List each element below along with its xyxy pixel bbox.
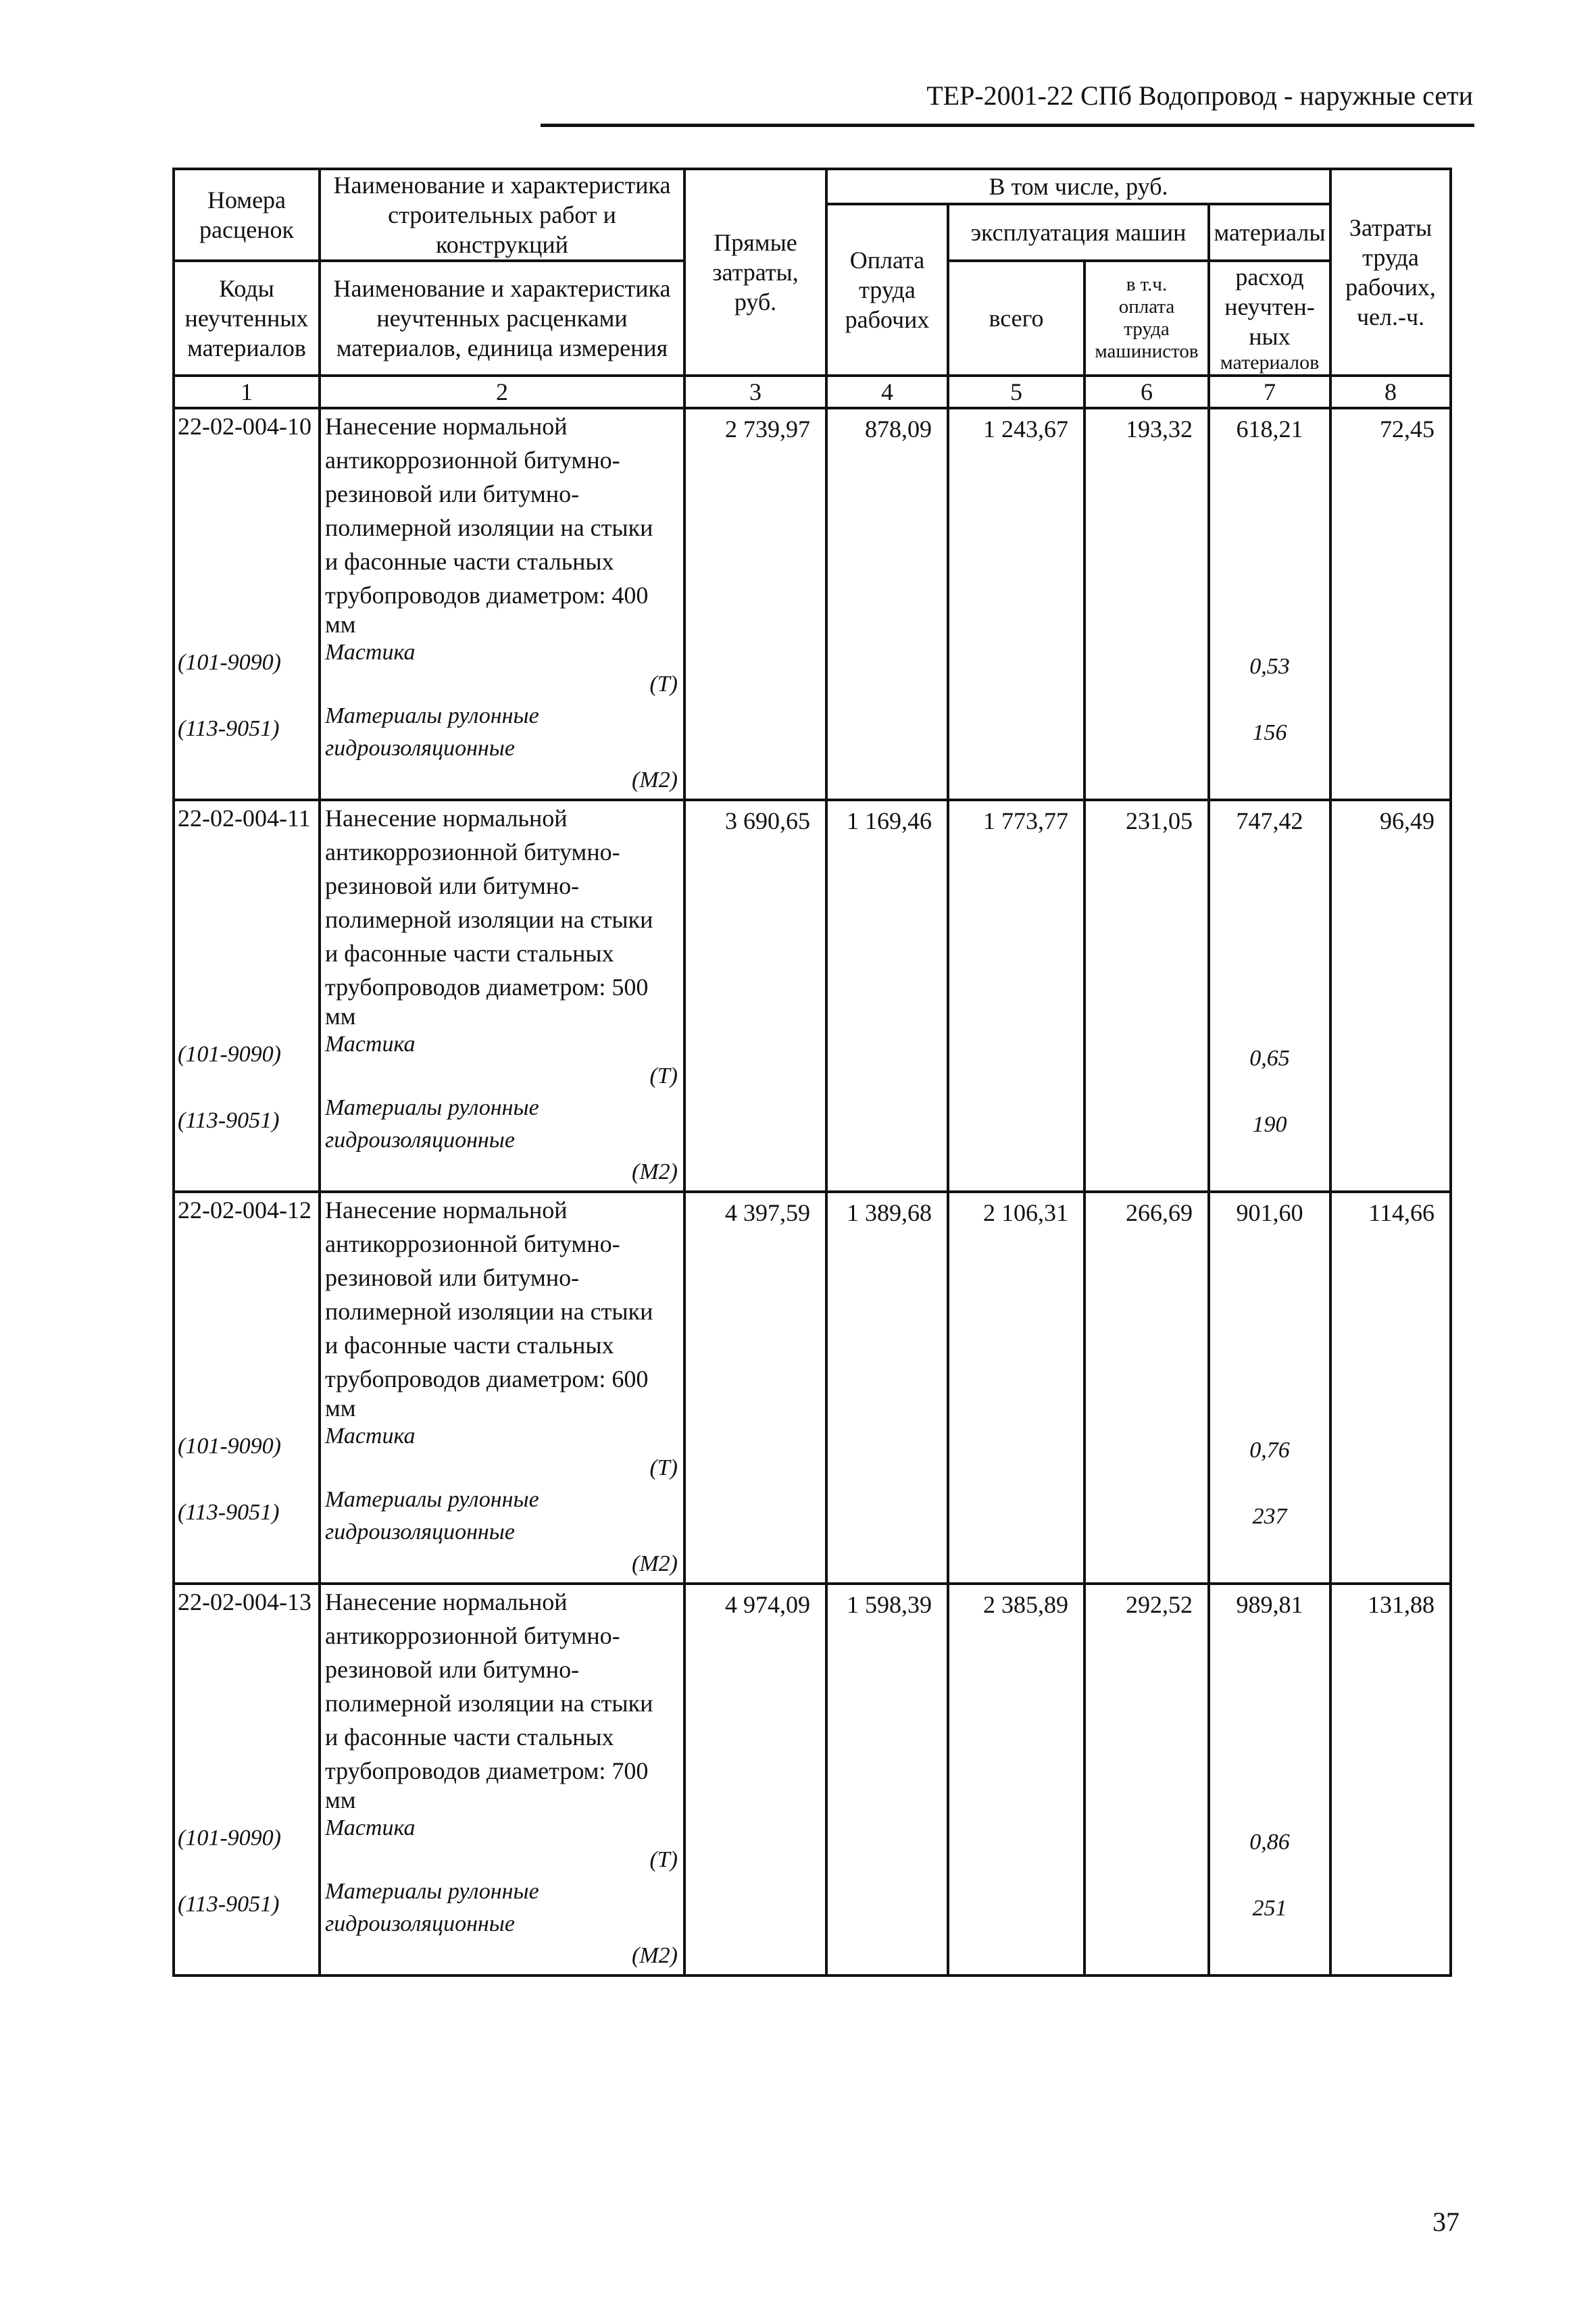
- col-header-labor-hours: Затраты труда рабочих, чел.-ч.: [1330, 169, 1451, 376]
- work-description-cell: [320, 800, 684, 1192]
- material-unit: (Т): [649, 1847, 678, 1872]
- work-description-line: Нанесение нормальной: [325, 1588, 568, 1615]
- labor-hours: 96,49: [1330, 800, 1451, 1192]
- work-description-line: полимерной изоляции на стыки: [325, 514, 653, 541]
- work-description-line: трубопроводов диаметром: 400: [325, 582, 649, 609]
- machine-total: 2 106,31: [948, 1192, 1084, 1584]
- material-code: (101-9090): [178, 1042, 281, 1067]
- rate-code-cell: [174, 1192, 320, 1584]
- table-header: [172, 168, 1452, 409]
- material-name: Материалы рулонные: [325, 703, 539, 728]
- work-description-line: трубопроводов диаметром: 600: [325, 1365, 649, 1392]
- rate-code: 22-02-004-10: [178, 413, 311, 440]
- material-name: Материалы рулонные: [325, 1095, 539, 1120]
- col-header-machine-operation: эксплуатация машин: [948, 204, 1209, 261]
- work-description-line: антикоррозионной битумно-: [325, 447, 620, 474]
- direct-costs: 2 739,97: [684, 408, 826, 800]
- materials-cell: [1209, 800, 1330, 1192]
- col-number: 8: [1330, 376, 1451, 408]
- machinist-pay: 266,69: [1084, 1192, 1209, 1584]
- worker-pay: 1 598,39: [826, 1584, 948, 1976]
- table-row: [174, 800, 1451, 1192]
- col-number: 2: [320, 376, 684, 408]
- material-unit: (М2): [632, 1943, 678, 1968]
- col-number: 7: [1209, 376, 1330, 408]
- labor-hours: 131,88: [1330, 1584, 1451, 1976]
- rates-table: [172, 407, 1452, 1977]
- work-description-cell: [320, 1584, 684, 1976]
- col-header-including: В том числе, руб.: [826, 169, 1330, 204]
- col-header-machinist-pay: в т.ч. оплата труда машинистов: [1084, 261, 1209, 376]
- material-code: (113-9051): [178, 716, 280, 741]
- material-name: гидроизоляционные: [325, 1128, 515, 1153]
- material-name: Мастика: [325, 640, 416, 665]
- materials-cell: [1209, 1584, 1330, 1976]
- materials-cost: 747,42: [1236, 807, 1303, 834]
- col-number: 4: [826, 376, 948, 408]
- rate-code-cell: [174, 1584, 320, 1976]
- work-description-line: и фасонные части стальных: [325, 940, 614, 967]
- work-description-line: резиновой или битумно-: [325, 1656, 580, 1683]
- work-description-line: мм: [325, 611, 356, 638]
- header-rule: [541, 124, 1474, 127]
- material-name: гидроизоляционные: [325, 736, 515, 761]
- material-code: (113-9051): [178, 1500, 280, 1525]
- table-row: [174, 1192, 1451, 1584]
- work-description-line: полимерной изоляции на стыки: [325, 1298, 653, 1325]
- materials-cost: 901,60: [1236, 1199, 1303, 1226]
- worker-pay: 878,09: [826, 408, 948, 800]
- direct-costs: 3 690,65: [684, 800, 826, 1192]
- work-description-cell: [320, 1192, 684, 1584]
- material-name: гидроизоляционные: [325, 1911, 515, 1936]
- labor-hours: 114,66: [1330, 1192, 1451, 1584]
- material-code: (113-9051): [178, 1892, 280, 1917]
- col-number: 6: [1084, 376, 1209, 408]
- work-description-line: и фасонные части стальных: [325, 1724, 614, 1751]
- col-number: 3: [684, 376, 826, 408]
- materials-cost: 618,21: [1236, 416, 1303, 443]
- work-description-line: мм: [325, 1394, 356, 1422]
- direct-costs: 4 974,09: [684, 1584, 826, 1976]
- direct-costs: 4 397,59: [684, 1192, 826, 1584]
- work-description-line: резиновой или битумно-: [325, 480, 580, 507]
- material-consumption: 0,86: [1249, 1830, 1290, 1855]
- material-name: Мастика: [325, 1424, 416, 1449]
- col-number: 1: [174, 376, 320, 408]
- work-description-line: Нанесение нормальной: [325, 413, 568, 440]
- labor-hours: 72,45: [1330, 408, 1451, 800]
- work-description-line: Нанесение нормальной: [325, 1197, 568, 1224]
- work-description-line: Нанесение нормальной: [325, 805, 568, 832]
- work-description-cell: [320, 408, 684, 800]
- work-description-line: антикоррозионной битумно-: [325, 838, 620, 865]
- material-name: Материалы рулонные: [325, 1487, 539, 1512]
- material-consumption: 0,53: [1249, 654, 1290, 679]
- col-header-rate-numbers: Номера расценок: [174, 169, 320, 261]
- material-consumption: 190: [1252, 1112, 1287, 1137]
- work-description-line: резиновой или битумно-: [325, 872, 580, 899]
- material-consumption: 251: [1252, 1896, 1287, 1921]
- col-number: 5: [948, 376, 1084, 408]
- rate-code: 22-02-004-11: [178, 805, 311, 832]
- work-description-line: полимерной изоляции на стыки: [325, 1690, 653, 1717]
- machine-total: 1 243,67: [948, 408, 1084, 800]
- material-unit: (Т): [649, 1455, 678, 1480]
- table-row: [174, 408, 1451, 800]
- material-unit: (М2): [632, 1159, 678, 1184]
- work-description-line: и фасонные части стальных: [325, 1332, 614, 1359]
- materials-cost: 989,81: [1236, 1591, 1303, 1618]
- table-row: [174, 1584, 1451, 1976]
- materials-cell: [1209, 408, 1330, 800]
- col-header-work-name: Наименование и характеристика строительных работ и конструкций: [320, 169, 684, 261]
- material-unit: (Т): [649, 1063, 678, 1088]
- work-description-line: резиновой или битумно-: [325, 1264, 580, 1291]
- material-consumption: 0,65: [1249, 1046, 1290, 1071]
- material-code: (113-9051): [178, 1108, 280, 1133]
- material-consumption: 156: [1252, 720, 1287, 745]
- material-unit: (Т): [649, 672, 678, 697]
- worker-pay: 1 389,68: [826, 1192, 948, 1584]
- material-code: (101-9090): [178, 1434, 281, 1459]
- rate-code-cell: [174, 408, 320, 800]
- work-description-line: трубопроводов диаметром: 700: [325, 1757, 649, 1784]
- col-header-material-codes: Коды неучтенных материалов: [174, 261, 320, 376]
- page-number: 37: [1432, 2207, 1460, 2237]
- work-description-line: полимерной изоляции на стыки: [325, 906, 653, 933]
- materials-cell: [1209, 1192, 1330, 1584]
- material-name: Мастика: [325, 1032, 416, 1057]
- col-header-materials: материалы: [1209, 204, 1330, 261]
- material-consumption: 237: [1252, 1504, 1287, 1529]
- machinist-pay: 231,05: [1084, 800, 1209, 1192]
- running-header: ТЕР-2001-22 СПб Водопровод - наружные сети: [926, 80, 1473, 111]
- material-unit: (М2): [632, 768, 678, 793]
- col-header-machine-total: всего: [948, 261, 1084, 376]
- material-name: Материалы рулонные: [325, 1879, 539, 1904]
- work-description-line: антикоррозионной битумно-: [325, 1230, 620, 1257]
- material-name: Мастика: [325, 1815, 416, 1840]
- machine-total: 1 773,77: [948, 800, 1084, 1192]
- work-description-line: антикоррозионной битумно-: [325, 1622, 620, 1649]
- rate-code-cell: [174, 800, 320, 1192]
- material-unit: (М2): [632, 1551, 678, 1576]
- rate-code: 22-02-004-12: [178, 1197, 311, 1224]
- work-description-line: мм: [325, 1786, 356, 1813]
- material-code: (101-9090): [178, 650, 281, 675]
- worker-pay: 1 169,46: [826, 800, 948, 1192]
- material-consumption: 0,76: [1249, 1438, 1290, 1463]
- work-description-line: трубопроводов диаметром: 500: [325, 974, 649, 1001]
- machine-total: 2 385,89: [948, 1584, 1084, 1976]
- material-name: гидроизоляционные: [325, 1519, 515, 1544]
- material-code: (101-9090): [178, 1826, 281, 1851]
- work-description-line: и фасонные части стальных: [325, 548, 614, 575]
- machinist-pay: 193,32: [1084, 408, 1209, 800]
- col-header-material-names: Наименование и характеристика неучтенных расценками материалов, единица измерения: [320, 261, 684, 376]
- work-description-line: мм: [325, 1003, 356, 1030]
- rate-code: 22-02-004-13: [178, 1588, 311, 1615]
- col-header-direct-costs: Прямые затраты, руб.: [684, 169, 826, 376]
- col-header-unaccounted-materials: расход неучтен- ных материалов: [1209, 261, 1330, 376]
- machinist-pay: 292,52: [1084, 1584, 1209, 1976]
- col-header-worker-pay: Оплата труда рабочих: [826, 204, 948, 376]
